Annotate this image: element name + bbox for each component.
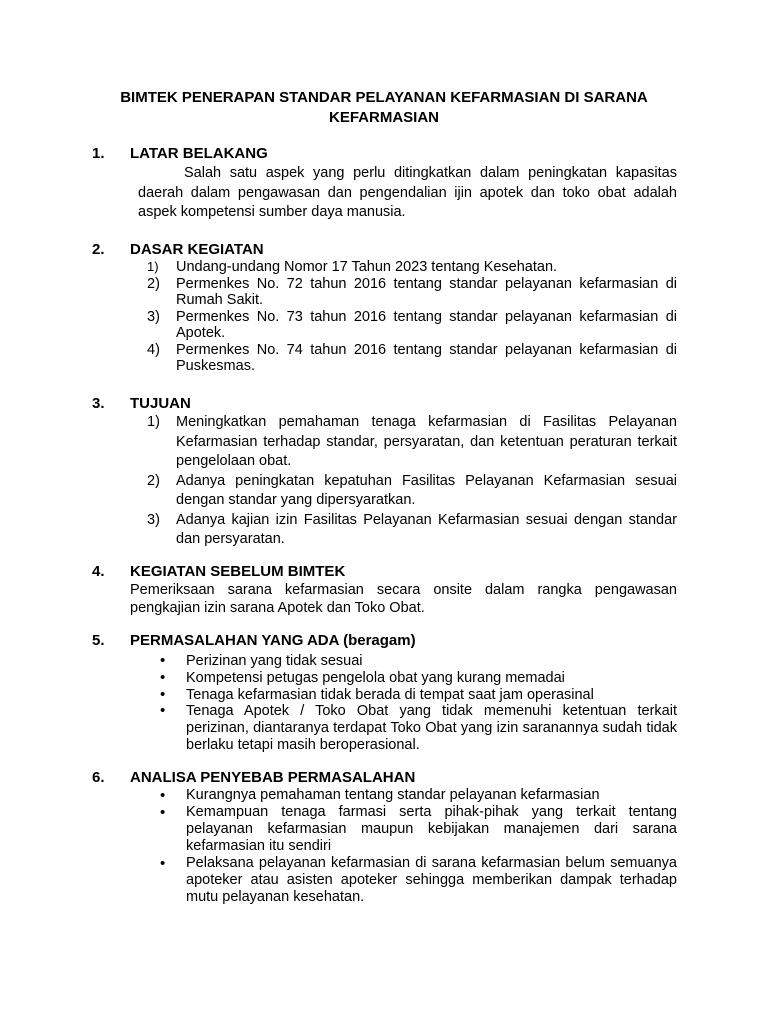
section-heading: [92, 145, 677, 163]
bullet-icon: •: [160, 668, 166, 686]
section-title: KEGIATAN SEBELUM BIMTEK: [130, 563, 346, 580]
section-title: LATAR BELAKANG: [130, 145, 268, 162]
list-item: [147, 511, 677, 550]
list-marker: 2): [147, 275, 160, 292]
section-number: 2.: [92, 241, 105, 258]
list-text: Tenaga kefarmasian tidak berada di tempat saat jam operasinal: [186, 686, 594, 703]
bullet-icon: •: [160, 702, 166, 720]
list-text: Adanya kajian izin Fasilitas Pelayanan Kefarmasian sesuai dengan standar dan persyaratan.: [176, 511, 677, 547]
list-text: Adanya peningkatan kepatuhan Fasilitas Pelayanan Kefarmasian sesuai dengan standar yang dipersyaratkan.: [176, 472, 677, 508]
list-item: [160, 787, 677, 804]
permasalahan-list: [160, 653, 677, 754]
list-text: Undang-undang Nomor 17 Tahun 2023 tentang Kesehatan.: [176, 259, 558, 275]
list-item: [160, 687, 677, 704]
analisa-list: [160, 787, 677, 906]
list-marker: 4): [147, 341, 160, 358]
section-heading: [92, 769, 677, 787]
list-text: Kemampuan tenaga farmasi serta pihak-pihak yang terkait tentang pelayanan kefarmasian maupun kebijakan manajemen dari sarana kefarmasian itu sendiri: [186, 804, 677, 854]
list-item: [160, 653, 677, 670]
section-number: 1.: [92, 145, 105, 162]
bullet-icon: •: [160, 855, 166, 872]
list-marker: 1): [147, 414, 160, 430]
section-heading: [92, 395, 677, 413]
list-marker: 1): [147, 259, 159, 274]
bullet-icon: •: [160, 787, 166, 804]
title-line-2: KEFARMASIAN: [328, 109, 439, 126]
list-item: [160, 670, 677, 687]
list-text: Pelaksana pelayanan kefarmasian di sarana kefarmasian belum semuanya apoteker atau asisten apoteker sehingga memberikan dampak terhadap mutu pelayanan kesehatan.: [186, 855, 677, 905]
list-text: Kurangnya pemahaman tentang standar pelayanan kefarmasian: [186, 787, 600, 803]
list-marker: 3): [147, 308, 160, 325]
section-title: TUJUAN: [130, 395, 191, 412]
section-tujuan: [92, 395, 677, 550]
list-text: Kompetensi petugas pengelola obat yang kurang memadai: [186, 669, 565, 686]
tujuan-list: [147, 413, 677, 550]
title-line-1: BIMTEK PENERAPAN STANDAR PELAYANAN KEFARMASIAN DI SARANA: [120, 89, 648, 106]
section-paragraph: Pemeriksaan sarana kefarmasian secara onsite dalam rangka pengawasan pengkajian izin sarana Apotek dan Toko Obat.: [130, 582, 677, 616]
list-item: [160, 804, 677, 855]
list-marker: 3): [147, 511, 160, 528]
section-title: DASAR KEGIATAN: [130, 241, 264, 258]
list-text: Tenaga Apotek / Toko Obat yang tidak memenuhi ketentuan terkait perizinan, diantaranya terdapat Toko Obat yang izin saranannya sudah tidak berlaku tetapi masih beroperasional.: [186, 703, 677, 753]
dasar-kegiatan-list: [147, 259, 677, 375]
bullet-icon: •: [160, 685, 166, 703]
document-title: [80, 88, 688, 128]
section-latar-belakang: [92, 145, 677, 223]
section-number: 4.: [92, 563, 105, 580]
section-number: 3.: [92, 395, 105, 412]
list-text: Permenkes No. 74 tahun 2016 tentang standar pelayanan kefarmasian di Puskesmas.: [176, 341, 677, 374]
list-text: Permenkes No. 73 tahun 2016 tentang standar pelayanan kefarmasian di Apotek.: [176, 308, 677, 341]
list-marker: 2): [147, 472, 160, 489]
bullet-icon: •: [160, 804, 166, 821]
list-item: [160, 703, 677, 753]
section-title: ANALISA PENYEBAB PERMASALAHAN: [130, 769, 416, 786]
section-analisa-penyebab: [92, 769, 677, 906]
section-heading: [92, 241, 677, 259]
list-item: [147, 472, 677, 511]
section-number: 6.: [92, 769, 105, 786]
list-text: Meningkatkan pemahaman tenaga kefarmasian di Fasilitas Pelayanan Kefarmasian terhadap standar, persyaratan, dan ketentuan peraturan terkait pengelolaan obat.: [176, 414, 677, 469]
bullet-icon: •: [160, 652, 166, 669]
section-dasar-kegiatan: [92, 241, 677, 375]
list-text: Perizinan yang tidak sesuai: [186, 653, 363, 669]
list-text: Permenkes No. 72 tahun 2016 tentang standar pelayanan kefarmasian di Rumah Sakit.: [176, 275, 677, 308]
section-permasalahan: [92, 632, 677, 754]
list-item: [147, 259, 677, 276]
list-item: [147, 276, 677, 309]
section-number: 5.: [92, 632, 105, 649]
section-title: PERMASALAHAN YANG ADA (beragam): [130, 632, 416, 649]
list-item: [147, 342, 677, 375]
section-heading: [92, 632, 677, 650]
section-kegiatan-sebelum-bimtek: [92, 563, 677, 617]
section-paragraph: Salah satu aspek yang perlu ditingkatkan dalam peningkatan kapasitas daerah dalam pengawasan dan pengendalian ijin apotek dan toko obat adalah aspek kompetensi sumber daya manusia.: [138, 165, 677, 220]
list-item: [160, 855, 677, 906]
list-item: [147, 413, 677, 472]
list-item: [147, 309, 677, 342]
section-heading: [92, 563, 677, 581]
